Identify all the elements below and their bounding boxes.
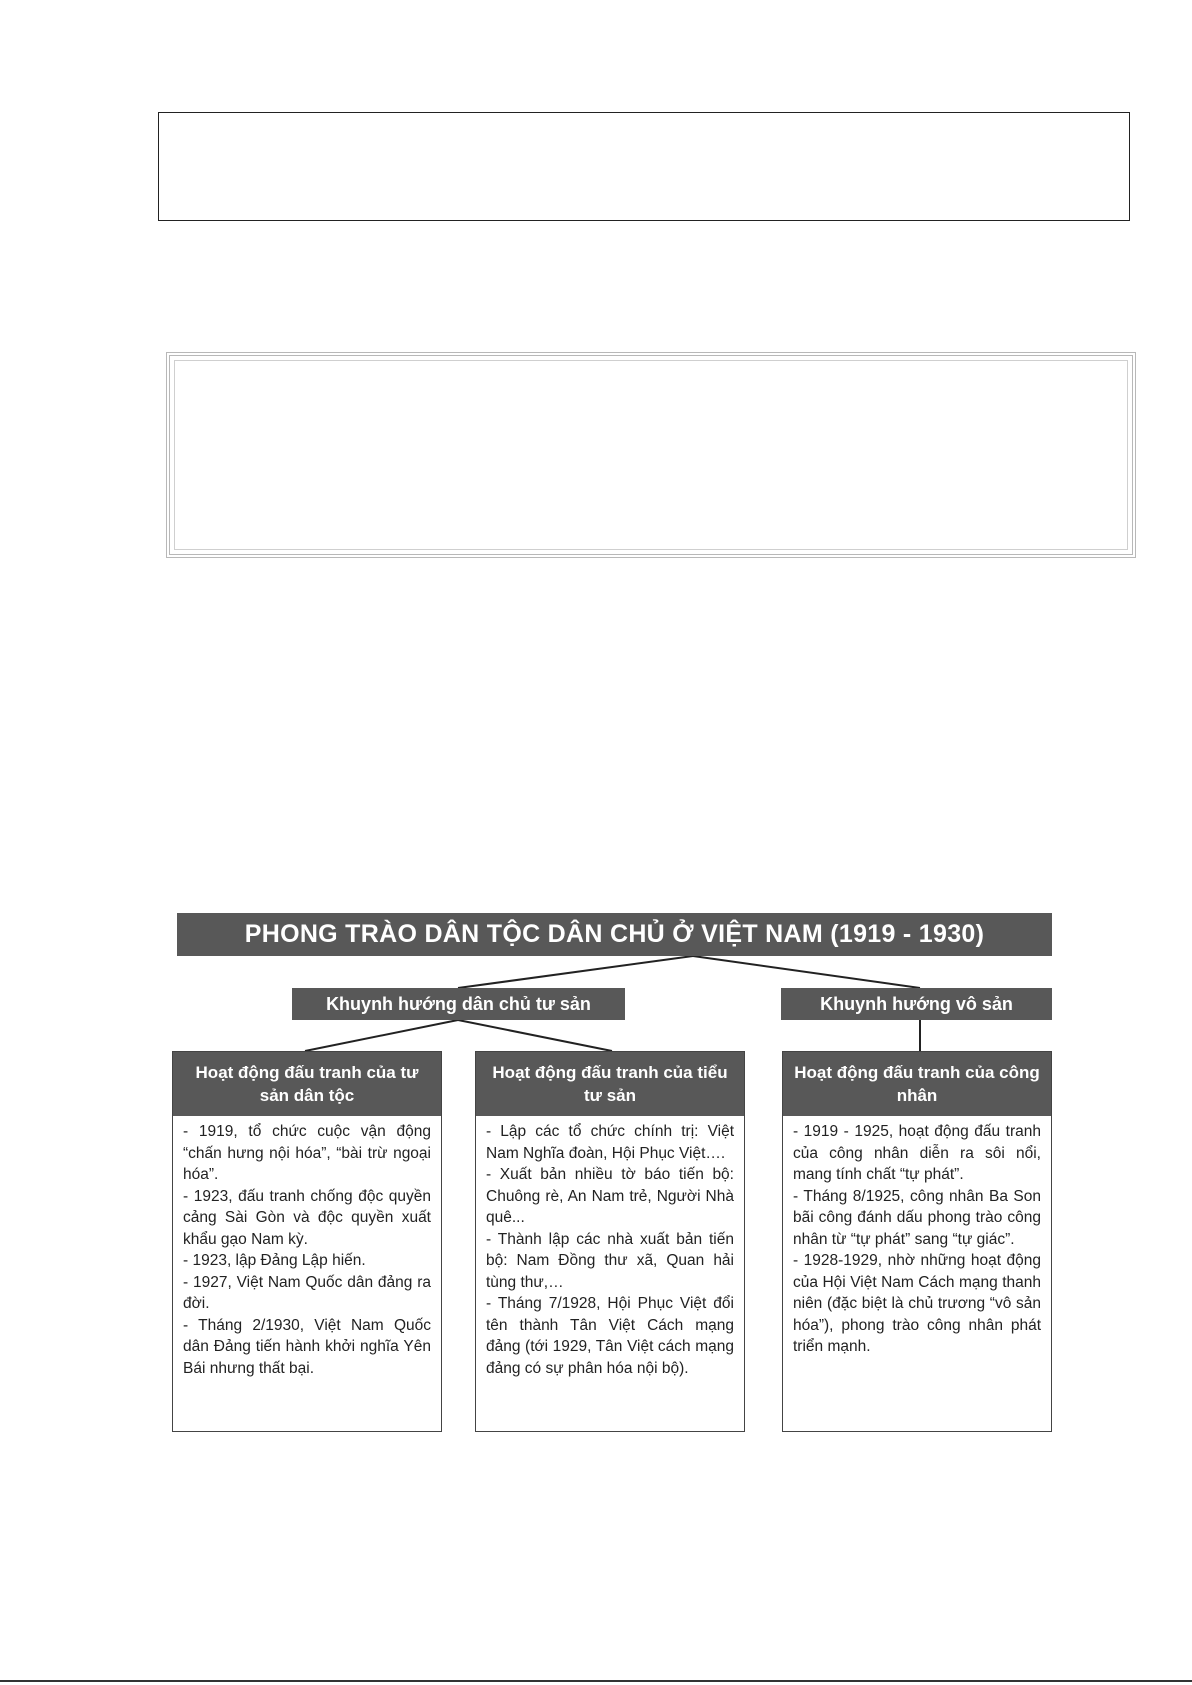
column-heading: Hoạt động đấu tranh của công nhân bbox=[783, 1052, 1051, 1116]
column-petty-bourgeoisie bbox=[475, 1051, 745, 1432]
column-line: - 1919, tổ chức cuộc vận động “chấn hưng nội hóa”, “bài trừ ngoại hóa”. bbox=[183, 1123, 431, 1183]
page-bottom-rule bbox=[0, 1680, 1192, 1682]
connector-trend1-to-col2 bbox=[458, 1020, 612, 1051]
column-body bbox=[476, 1116, 744, 1379]
column-line: - 1923, lập Đảng Lập hiến. bbox=[183, 1252, 366, 1269]
column-line: - 1919 - 1925, hoạt động đấu tranh của công nhân diễn ra sôi nổi, mang tính chất “tự phát”. bbox=[793, 1123, 1041, 1183]
column-heading: Hoạt động đấu tranh của tiểu tư sản bbox=[476, 1052, 744, 1116]
column-line: - Tháng 7/1928, Hội Phục Việt đổi tên thành Tân Việt Cách mạng đảng (tới 1929, Tân Việt cách mạng đảng có sự phân hóa nội bộ). bbox=[486, 1295, 734, 1377]
connector-title-to-trend1 bbox=[458, 956, 693, 988]
column-line: - Xuất bản nhiều tờ báo tiến bộ: Chuông rè, An Nam trẻ, Người Nhà quê... bbox=[486, 1166, 734, 1226]
column-line: - Tháng 8/1925, công nhân Ba Son bãi công đánh dấu phong trào công nhân từ “tự phát” sang “tự giác”. bbox=[793, 1187, 1041, 1248]
column-line: - Lập các tổ chức chính trị: Việt Nam Nghĩa đoàn, Hội Phục Việt…. bbox=[486, 1123, 734, 1162]
column-line: - 1928-1929, nhờ những hoạt động của Hội Việt Nam Cách mạng thanh niên (đặc biệt là chủ trương “vô sản hóa”), phong trào công nhân phát triển mạnh. bbox=[793, 1252, 1041, 1355]
column-line: - Tháng 2/1930, Việt Nam Quốc dân Đảng tiến hành khởi nghĩa Yên Bái nhưng thất bại. bbox=[183, 1316, 431, 1377]
connector-trend1-to-col1 bbox=[305, 1020, 458, 1051]
column-body bbox=[173, 1116, 441, 1379]
column-workers bbox=[782, 1051, 1052, 1432]
trend-bourgeois-democratic: Khuynh hướng dân chủ tư sản bbox=[292, 988, 625, 1020]
column-body bbox=[783, 1116, 1051, 1358]
column-line: - 1927, Việt Nam Quốc dân đảng ra đời. bbox=[183, 1273, 431, 1312]
diagram-title: PHONG TRÀO DÂN TỘC DÂN CHỦ Ở VIỆT NAM (1919 - 1930) bbox=[177, 913, 1052, 956]
column-heading: Hoạt động đấu tranh của tư sản dân tộc bbox=[173, 1052, 441, 1116]
column-line: - 1923, đấu tranh chống độc quyền cảng Sài Gòn và độc quyền xuất khẩu gạo Nam kỳ. bbox=[183, 1187, 431, 1248]
trend-proletarian: Khuynh hướng vô sản bbox=[781, 988, 1052, 1020]
column-national-bourgeoisie bbox=[172, 1051, 442, 1432]
column-line: - Thành lập các nhà xuất bản tiến bộ: Nam Đồng thư xã, Quan hải tùng thư,… bbox=[486, 1230, 734, 1291]
connector-title-to-trend2 bbox=[693, 956, 920, 988]
